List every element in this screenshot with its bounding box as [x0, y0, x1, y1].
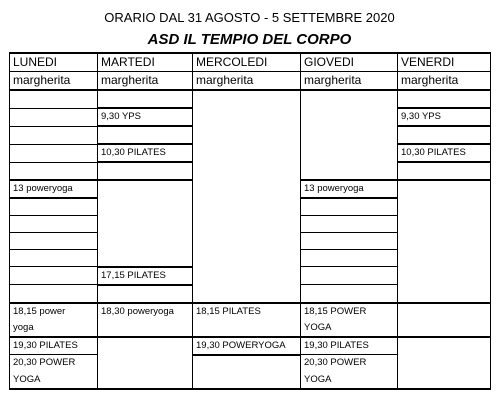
empty-cell: [10, 285, 98, 303]
empty-cell: [398, 216, 491, 233]
schedule-row: [10, 372, 491, 389]
schedule-row: [10, 162, 491, 180]
class-slot: 10,30 PILATES: [398, 144, 491, 162]
class-slot: 18,15 POWER: [301, 303, 398, 320]
empty-cell: [193, 355, 301, 372]
day-header-row: [10, 53, 491, 72]
empty-cell: [301, 108, 398, 126]
schedule-row: [10, 198, 491, 216]
instructor-monday: margherita: [10, 72, 98, 91]
empty-cell: [398, 372, 491, 389]
empty-cell: [398, 233, 491, 250]
empty-cell: [98, 198, 193, 216]
instructor-row: [10, 72, 491, 91]
class-slot-continued: YOGA: [10, 372, 98, 389]
empty-cell: [301, 285, 398, 303]
class-slot: 9,30 YPS: [398, 108, 491, 126]
empty-cell: [98, 180, 193, 198]
schedule-row: [10, 320, 491, 337]
empty-cell: [10, 250, 98, 267]
day-header-thursday: GIOVEDI: [301, 53, 398, 72]
class-slot: 13 poweryoga: [301, 180, 398, 198]
day-header-friday: VENERDI: [398, 53, 491, 72]
class-slot: 18,15 PILATES: [193, 303, 301, 320]
instructor-wednesday: margherita: [193, 72, 301, 91]
empty-cell: [193, 90, 301, 108]
empty-cell: [98, 355, 193, 372]
weekly-schedule-table: [9, 52, 491, 390]
class-slot: 19,30 PILATES: [10, 337, 98, 355]
day-header-wednesday: MERCOLEDI: [193, 53, 301, 72]
schedule-row: [10, 144, 491, 162]
empty-cell: [193, 320, 301, 337]
class-slot: 13 poweryoga: [10, 180, 98, 198]
schedule-row: [10, 126, 491, 144]
empty-cell: [398, 320, 491, 337]
empty-cell: [98, 233, 193, 250]
empty-cell: [193, 144, 301, 162]
schedule-row: [10, 303, 491, 320]
empty-cell: [10, 198, 98, 216]
empty-cell: [398, 250, 491, 267]
empty-cell: [301, 198, 398, 216]
day-header-monday: LUNEDI: [10, 53, 98, 72]
empty-cell: [398, 198, 491, 216]
schedule-row: [10, 267, 491, 285]
schedule-row: [10, 285, 491, 303]
empty-cell: [10, 108, 98, 126]
empty-cell: [398, 303, 491, 320]
day-header-tuesday: MARTEDI: [98, 53, 193, 72]
empty-cell: [193, 198, 301, 216]
schedule-row: [10, 180, 491, 198]
empty-cell: [98, 320, 193, 337]
empty-cell: [398, 337, 491, 355]
empty-cell: [301, 90, 398, 108]
empty-cell: [193, 372, 301, 389]
class-slot: 20,30 POWER: [301, 355, 398, 372]
empty-cell: [98, 250, 193, 267]
class-slot: 9,30 YPS: [98, 108, 193, 126]
empty-cell: [98, 162, 193, 180]
empty-cell: [301, 267, 398, 285]
empty-cell: [398, 162, 491, 180]
instructor-friday: margherita: [398, 72, 491, 91]
empty-cell: [398, 285, 491, 303]
empty-cell: [193, 267, 301, 285]
schedule-row: [10, 355, 491, 372]
empty-cell: [10, 216, 98, 233]
schedule-row: [10, 108, 491, 126]
empty-cell: [301, 126, 398, 144]
empty-cell: [301, 144, 398, 162]
class-slot: 20,30 POWER: [10, 355, 98, 372]
empty-cell: [301, 162, 398, 180]
empty-cell: [193, 216, 301, 233]
schedule-row: [10, 90, 491, 108]
empty-cell: [398, 180, 491, 198]
class-slot-continued: YOGA: [301, 372, 398, 389]
schedule-period-title: ORARIO DAL 31 AGOSTO - 5 SETTEMBRE 2020: [104, 10, 395, 25]
empty-cell: [301, 216, 398, 233]
empty-cell: [10, 267, 98, 285]
empty-cell: [10, 90, 98, 108]
class-slot-continued: yoga: [10, 320, 98, 337]
class-slot: 19,30 POWERYOGA: [193, 337, 301, 355]
class-slot-continued: YOGA: [301, 320, 398, 337]
empty-cell: [10, 144, 98, 162]
empty-cell: [398, 90, 491, 108]
empty-cell: [193, 162, 301, 180]
instructor-tuesday: margherita: [98, 72, 193, 91]
schedule-row: [10, 337, 491, 355]
class-slot: 18,15 power: [10, 303, 98, 320]
empty-cell: [10, 126, 98, 144]
empty-cell: [98, 90, 193, 108]
empty-cell: [398, 267, 491, 285]
empty-cell: [193, 285, 301, 303]
empty-cell: [98, 337, 193, 355]
empty-cell: [301, 233, 398, 250]
empty-cell: [98, 372, 193, 389]
empty-cell: [301, 250, 398, 267]
class-slot: 17,15 PILATES: [98, 267, 193, 285]
empty-cell: [193, 180, 301, 198]
schedule-row: [10, 233, 491, 250]
empty-cell: [98, 216, 193, 233]
empty-cell: [398, 126, 491, 144]
empty-cell: [193, 233, 301, 250]
empty-cell: [98, 126, 193, 144]
empty-cell: [193, 250, 301, 267]
schedule-row: [10, 216, 491, 233]
class-slot: 19,30 PILATES: [301, 337, 398, 355]
empty-cell: [193, 126, 301, 144]
class-slot: 18,30 poweryoga: [98, 303, 193, 320]
schedule-row: [10, 250, 491, 267]
class-slot: 10,30 PILATES: [98, 144, 193, 162]
empty-cell: [193, 108, 301, 126]
empty-cell: [98, 285, 193, 303]
empty-cell: [10, 162, 98, 180]
empty-cell: [10, 233, 98, 250]
instructor-thursday: margherita: [301, 72, 398, 91]
empty-cell: [398, 355, 491, 372]
organization-title: ASD IL TEMPIO DEL CORPO: [147, 31, 352, 48]
